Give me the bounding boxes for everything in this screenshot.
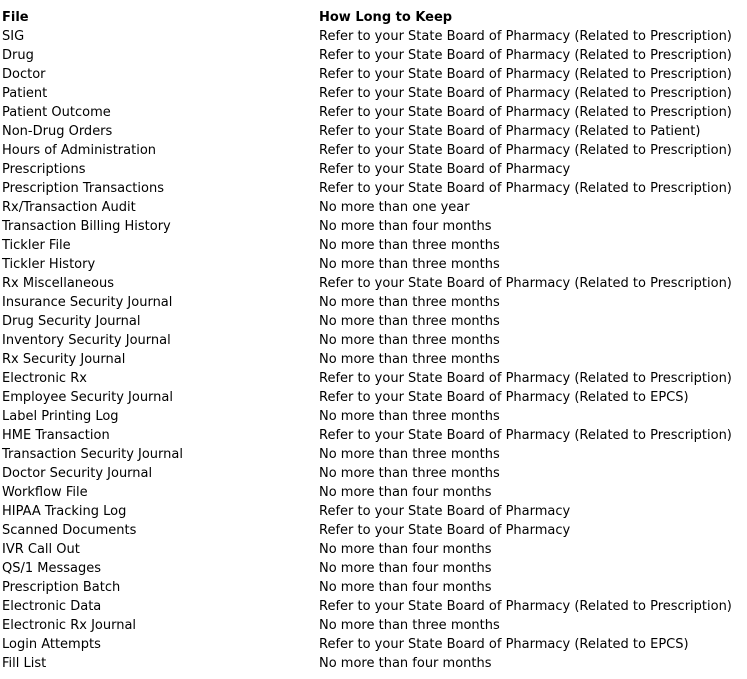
- file-name-cell: Patient: [2, 86, 48, 101]
- table-row: [2, 160, 732, 179]
- file-name-cell: Drug Security Journal: [2, 314, 141, 329]
- table-row: [2, 27, 732, 46]
- retention-period-cell: Refer to your State Board of Pharmacy (Related to Patient): [319, 124, 701, 139]
- retention-period-cell: No more than four months: [319, 485, 492, 500]
- file-name-cell: HME Transaction: [2, 428, 110, 443]
- retention-period-cell: Refer to your State Board of Pharmacy (Related to Prescription): [319, 599, 732, 614]
- retention-period-cell: No more than four months: [319, 561, 492, 576]
- table-row: [2, 597, 732, 616]
- table-row: [2, 255, 732, 274]
- retention-period-cell: Refer to your State Board of Pharmacy: [319, 504, 571, 519]
- table-row: [2, 179, 732, 198]
- file-name-cell: Doctor Security Journal: [2, 466, 153, 481]
- table-row: [2, 103, 732, 122]
- retention-period-cell: No more than four months: [319, 580, 492, 595]
- table-row: [2, 654, 732, 673]
- file-name-cell: Prescription Transactions: [2, 181, 164, 196]
- table-row: [2, 369, 732, 388]
- retention-period-cell: No more than three months: [319, 295, 500, 310]
- file-name-cell: Rx Miscellaneous: [2, 276, 114, 291]
- retention-period-cell: Refer to your State Board of Pharmacy (Related to Prescription): [319, 428, 732, 443]
- table-row: [2, 141, 732, 160]
- table-row: [2, 635, 732, 654]
- table-row: [2, 198, 732, 217]
- retention-table: [2, 8, 732, 673]
- retention-period-cell: Refer to your State Board of Pharmacy (Related to Prescription): [319, 48, 732, 63]
- table-row: [2, 464, 732, 483]
- file-name-cell: Login Attempts: [2, 637, 101, 652]
- table-row: [2, 350, 732, 369]
- retention-period-cell: Refer to your State Board of Pharmacy (Related to Prescription): [319, 143, 732, 158]
- file-name-cell: Employee Security Journal: [2, 390, 173, 405]
- file-name-cell: Electronic Data: [2, 599, 102, 614]
- table-row: [2, 559, 732, 578]
- table-row: [2, 84, 732, 103]
- file-name-cell: Patient Outcome: [2, 105, 111, 120]
- retention-period-cell: Refer to your State Board of Pharmacy: [319, 162, 571, 177]
- file-name-cell: IVR Call Out: [2, 542, 80, 557]
- file-name-cell: Drug: [2, 48, 34, 63]
- retention-period-cell: Refer to your State Board of Pharmacy (Related to Prescription): [319, 276, 732, 291]
- file-name-cell: Fill List: [2, 656, 47, 671]
- file-name-cell: Tickler File: [2, 238, 71, 253]
- file-name-cell: Non-Drug Orders: [2, 124, 113, 139]
- file-name-cell: HIPAA Tracking Log: [2, 504, 127, 519]
- retention-period-cell: No more than three months: [319, 409, 500, 424]
- table-row: [2, 122, 732, 141]
- file-name-cell: Hours of Administration: [2, 143, 157, 158]
- table-row: [2, 483, 732, 502]
- retention-period-cell: Refer to your State Board of Pharmacy (Related to EPCS): [319, 390, 689, 405]
- file-name-cell: Inventory Security Journal: [2, 333, 171, 348]
- retention-period-cell: No more than three months: [319, 314, 500, 329]
- retention-period-cell: Refer to your State Board of Pharmacy (Related to Prescription): [319, 105, 732, 120]
- retention-period-cell: No more than three months: [319, 466, 500, 481]
- retention-period-cell: Refer to your State Board of Pharmacy (Related to EPCS): [319, 637, 689, 652]
- table-row: [2, 616, 732, 635]
- file-name-cell: Prescription Batch: [2, 580, 121, 595]
- table-row: [2, 236, 732, 255]
- table-row: [2, 312, 732, 331]
- retention-period-cell: No more than three months: [319, 618, 500, 633]
- table-row: [2, 502, 732, 521]
- retention-period-cell: No more than three months: [319, 333, 500, 348]
- header-row: [2, 8, 732, 27]
- table-row: [2, 331, 732, 350]
- file-name-cell: QS/1 Messages: [2, 561, 102, 576]
- retention-period-cell: No more than four months: [319, 656, 492, 671]
- table-row: [2, 578, 732, 597]
- table-row: [2, 540, 732, 559]
- retention-period-cell: Refer to your State Board of Pharmacy (Related to Prescription): [319, 86, 732, 101]
- file-name-cell: Scanned Documents: [2, 523, 137, 538]
- file-name-cell: Label Printing Log: [2, 409, 119, 424]
- file-name-cell: Transaction Security Journal: [2, 447, 183, 462]
- retention-period-cell: Refer to your State Board of Pharmacy (Related to Prescription): [319, 67, 732, 82]
- retention-period-cell: Refer to your State Board of Pharmacy: [319, 523, 571, 538]
- file-name-cell: Electronic Rx: [2, 371, 87, 386]
- file-name-cell: SIG: [2, 29, 25, 44]
- file-name-cell: Doctor: [2, 67, 46, 82]
- keep-column-header: How Long to Keep: [319, 10, 453, 25]
- retention-period-cell: No more than three months: [319, 238, 500, 253]
- retention-period-cell: No more than three months: [319, 447, 500, 462]
- file-name-cell: Tickler History: [2, 257, 96, 272]
- retention-period-cell: No more than four months: [319, 542, 492, 557]
- table-row: [2, 426, 732, 445]
- file-name-cell: Insurance Security Journal: [2, 295, 173, 310]
- retention-period-cell: No more than three months: [319, 257, 500, 272]
- file-name-cell: Electronic Rx Journal: [2, 618, 137, 633]
- table-row: [2, 521, 732, 540]
- file-name-cell: Rx/Transaction Audit: [2, 200, 136, 215]
- file-name-cell: Rx Security Journal: [2, 352, 126, 367]
- table-row: [2, 407, 732, 426]
- file-column-header: File: [2, 10, 29, 25]
- table-row: [2, 65, 732, 84]
- retention-period-cell: Refer to your State Board of Pharmacy (Related to Prescription): [319, 181, 732, 196]
- table-row: [2, 217, 732, 236]
- retention-period-cell: No more than four months: [319, 219, 492, 234]
- table-row: [2, 388, 732, 407]
- table-body: [2, 27, 732, 673]
- retention-period-cell: No more than three months: [319, 352, 500, 367]
- file-name-cell: Prescriptions: [2, 162, 86, 177]
- retention-period-cell: Refer to your State Board of Pharmacy (Related to Prescription): [319, 29, 732, 44]
- file-name-cell: Transaction Billing History: [2, 219, 171, 234]
- table-row: [2, 293, 732, 312]
- retention-period-cell: Refer to your State Board of Pharmacy (Related to Prescription): [319, 371, 732, 386]
- file-name-cell: Workflow File: [2, 485, 88, 500]
- table-row: [2, 46, 732, 65]
- table-row: [2, 274, 732, 293]
- table-row: [2, 445, 732, 464]
- retention-period-cell: No more than one year: [319, 200, 470, 215]
